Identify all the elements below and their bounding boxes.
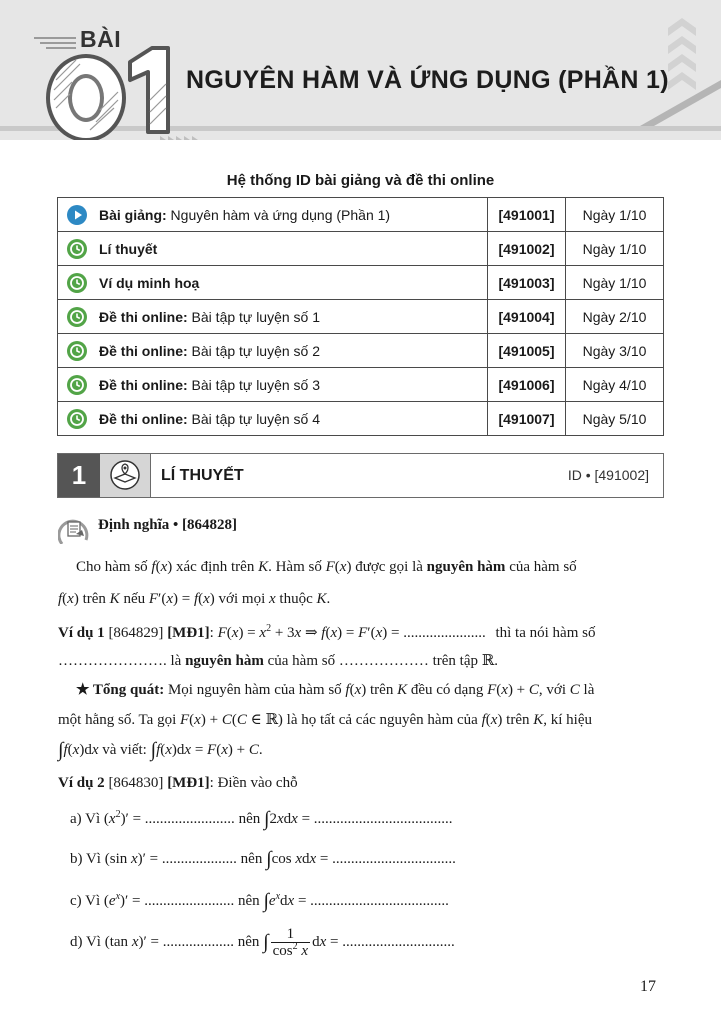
row-label-bold: Lí thuyết [99,240,158,257]
lesson-number-zero [46,54,126,140]
play-icon [67,205,87,225]
table-cell-title [58,266,488,300]
row-id: [491007] [488,402,566,436]
row-id: [491005] [488,334,566,368]
table-row [58,334,664,368]
row-id: [491004] [488,300,566,334]
example-2-item-d: d) Vì (tan x)′ = ................... nên ∫ $\frac{1}{\cos^2 x}$ dx = .............................. [70,926,455,959]
table-row [58,266,664,300]
table-row [58,198,664,232]
row-label: Bài tập tự luyện số 4 [187,410,321,427]
table-cell-title [58,368,488,402]
lesson-number-one [130,48,168,132]
row-id: [491001] [488,198,566,232]
table-cell-title [58,300,488,334]
table-caption: Hệ thống ID bài giảng và đề thi online [226,172,495,189]
section-title: LÍ THUYẾT [161,467,244,484]
general-line-1: ★ Tổng quát: Mọi nguyên hàm của hàm số f(x) trên K đều có dạng F(x) + C, với C là [76,682,595,698]
page-number: 17 [640,978,656,995]
definition-line-2: f(x) trên K nếu F′(x) = f(x) với mọi x thuộc K. [58,591,331,607]
lesson-word: BÀI [80,26,122,52]
row-label-bold: Bài giảng: [99,206,167,223]
example-2-item-c: c) Vì $(e^x)'$ = ........................ nên $\int e^xdx$ = ..................................... [70,890,449,912]
row-date: Ngày 1/10 [566,266,664,300]
example-2-heading: Ví dụ 2 [864830] [MĐ1]: Điền vào chỗ [58,775,298,791]
example-1-line-1: Ví dụ 1 [864829] [MĐ1]: $F(x) = x^2 + 3x$ ⇒ f(x) = F′(x) = ...................... thì ta nói hàm số [58,623,596,641]
clock-icon [67,375,87,395]
section-number: 1 [58,454,100,497]
row-date: Ngày 2/10 [566,300,664,334]
page-title: NGUYÊN HÀM VÀ ỨNG DỤNG (PHẦN 1) [186,66,669,94]
general-line-2: một hằng số. Ta gọi F(x) + C(C ∈ ℝ) là họ tất cả các nguyên hàm của f(x) trên K, kí hiệu [58,712,593,728]
row-label-bold: Đề thi online: [99,308,188,325]
row-id: [491006] [488,368,566,402]
example-1-line-2: …………………. là nguyên hàm của hàm số ……………… trên tập ℝ. [58,653,498,669]
clock-icon [67,239,87,259]
map-pin-icon [100,454,150,497]
row-date: Ngày 1/10 [566,232,664,266]
example-2-item-a: a) Vì $(x^2)'$ = ........................ nên ∫2xdx = ..................................... [70,808,453,830]
row-date: Ngày 3/10 [566,334,664,368]
table-row [58,368,664,402]
row-date: Ngày 1/10 [566,198,664,232]
definition-line-1: Cho hàm số f(x) xác định trên K. Hàm số F(x) được gọi là nguyên hàm của hàm số [76,559,577,575]
table-cell-title [58,402,488,436]
definition-icon [58,514,98,544]
general-line-3: ∫f(x)dx và viết: ∫f(x)dx = F(x) + C. [58,739,263,761]
table-cell-title [58,198,488,232]
row-label-bold: Ví dụ minh hoạ [99,274,200,291]
row-label: Bài tập tự luyện số 1 [187,308,321,325]
lesson-id-table [57,197,664,436]
row-id: [491003] [488,266,566,300]
table-row [58,402,664,436]
row-label-bold: Đề thi online: [99,342,188,359]
row-date: Ngày 4/10 [566,368,664,402]
table-cell-title [58,334,488,368]
example-2-item-b: b) Vì (sin x)′ = .................... nên ∫cos xdx = ................................. [70,848,456,870]
row-date: Ngày 5/10 [566,402,664,436]
section-id: ID • [491002] [567,467,649,483]
clock-icon [67,341,87,361]
row-label: Bài tập tự luyện số 3 [187,376,321,393]
definition-heading [58,514,358,544]
row-label-bold: Đề thi online: [99,376,188,393]
row-id: [491002] [488,232,566,266]
clock-icon [67,307,87,327]
table-row [58,232,664,266]
row-label-bold: Đề thi online: [99,410,188,427]
table-row [58,300,664,334]
row-label: Nguyên hàm và ứng dụng (Phần 1) [166,206,391,223]
section-heading [57,453,664,498]
table-cell-title [58,232,488,266]
row-label: Bài tập tự luyện số 2 [187,342,321,359]
definition-title: Định nghĩa • [864828] [98,517,238,533]
chapter-banner [0,0,721,140]
clock-icon [67,273,87,293]
clock-icon [67,409,87,429]
